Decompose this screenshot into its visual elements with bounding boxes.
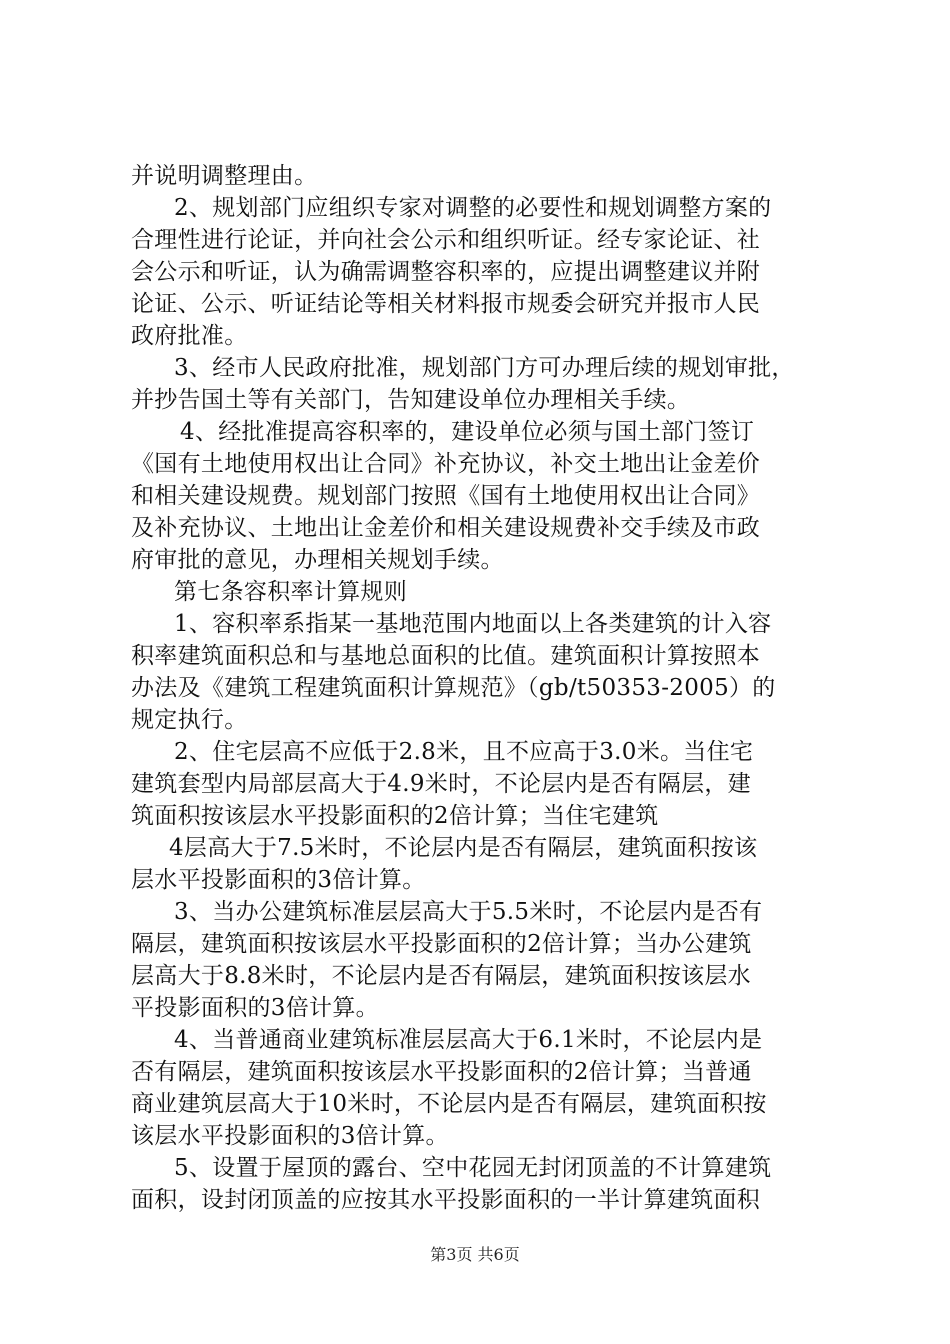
paragraph-line: 和相关建设规费。规划部门按照《国有土地使用权出让合同》 bbox=[131, 483, 761, 509]
paragraph-line: 隔层，建筑面积按该层水平投影面积的2倍计算；当办公建筑 bbox=[131, 931, 752, 957]
paragraph-line: 筑面积按该层水平投影面积的2倍计算；当住宅建筑 bbox=[131, 803, 659, 829]
paragraph-line: 层高大于8.8米时，不论层内是否有隔层，建筑面积按该层水 bbox=[131, 963, 751, 989]
page-number-footer: 第3页 共6页 bbox=[430, 1245, 520, 1264]
paragraph-line: 政府批准。 bbox=[131, 323, 248, 349]
paragraph-line: 4、经批准提高容积率的，建设单位必须与国土部门签订 bbox=[180, 419, 755, 445]
paragraph-line: 建筑套型内局部层高大于4.9米时，不论层内是否有隔层，建 bbox=[131, 771, 751, 797]
paragraph-line: 该层水平投影面积的3倍计算。 bbox=[131, 1123, 449, 1149]
paragraph-line: 4、当普通商业建筑标准层层高大于6.1米时，不论层内是 bbox=[174, 1027, 763, 1053]
paragraph-line: 商业建筑层高大于10米时，不论层内是否有隔层，建筑面积按 bbox=[131, 1091, 767, 1117]
paragraph-line: 府审批的意见，办理相关规划手续。 bbox=[131, 547, 504, 573]
paragraph-line: 平投影面积的3倍计算。 bbox=[131, 995, 379, 1021]
paragraph-line: 面积，设封闭顶盖的应按其水平投影面积的一半计算建筑面积 bbox=[131, 1187, 761, 1213]
paragraph-line: 积率建筑面积总和与基地总面积的比值。建筑面积计算按照本 bbox=[131, 643, 761, 669]
paragraph-line: 5、设置于屋顶的露台、空中花园无封闭顶盖的不计算建筑 bbox=[174, 1155, 772, 1181]
paragraph-line: 3、经市人民政府批准，规划部门方可办理后续的规划审批， bbox=[174, 355, 795, 381]
paragraph-line: 《国有土地使用权出让合同》补充协议，补交土地出让金差价 bbox=[131, 451, 761, 477]
paragraph-line: 并抄告国土等有关部门，告知建设单位办理相关手续。 bbox=[131, 387, 691, 413]
paragraph-line: 论证、公示、听证结论等相关材料报市规委会研究并报市人民 bbox=[131, 291, 761, 317]
paragraph-line: 层水平投影面积的3倍计算。 bbox=[131, 867, 426, 893]
paragraph-line: 合理性进行论证，并向社会公示和组织听证。经专家论证、社 bbox=[131, 227, 761, 253]
paragraph-line: 及补充协议、土地出让金差价和相关建设规费补交手续及市政 bbox=[131, 515, 761, 541]
paragraph-line: 2、住宅层高不应低于2.8米，且不应高于3.0米。当住宅 bbox=[174, 739, 754, 765]
paragraph-line: 办法及《建筑工程建筑面积计算规范》（gb/t50353-2005）的 bbox=[131, 675, 776, 701]
paragraph-line: 规定执行。 bbox=[131, 707, 248, 733]
paragraph-line: 会公示和听证，认为确需调整容积率的，应提出调整建议并附 bbox=[131, 259, 761, 285]
paragraph-line: 4层高大于7.5米时，不论层内是否有隔层，建筑面积按该 bbox=[169, 835, 758, 861]
paragraph-line: 并说明调整理由。 bbox=[131, 163, 318, 189]
section-heading: 第七条容积率计算规则 bbox=[174, 579, 407, 605]
paragraph-line: 2、规划部门应组织专家对调整的必要性和规划调整方案的 bbox=[174, 195, 772, 221]
paragraph-line: 3、当办公建筑标准层层高大于5.5米时，不论层内是否有 bbox=[174, 899, 763, 925]
document-body bbox=[131, 160, 831, 1216]
paragraph-line: 1、容积率系指某一基地范围内地面以上各类建筑的计入容 bbox=[174, 611, 772, 637]
paragraph-line: 否有隔层，建筑面积按该层水平投影面积的2倍计算；当普通 bbox=[131, 1059, 752, 1085]
